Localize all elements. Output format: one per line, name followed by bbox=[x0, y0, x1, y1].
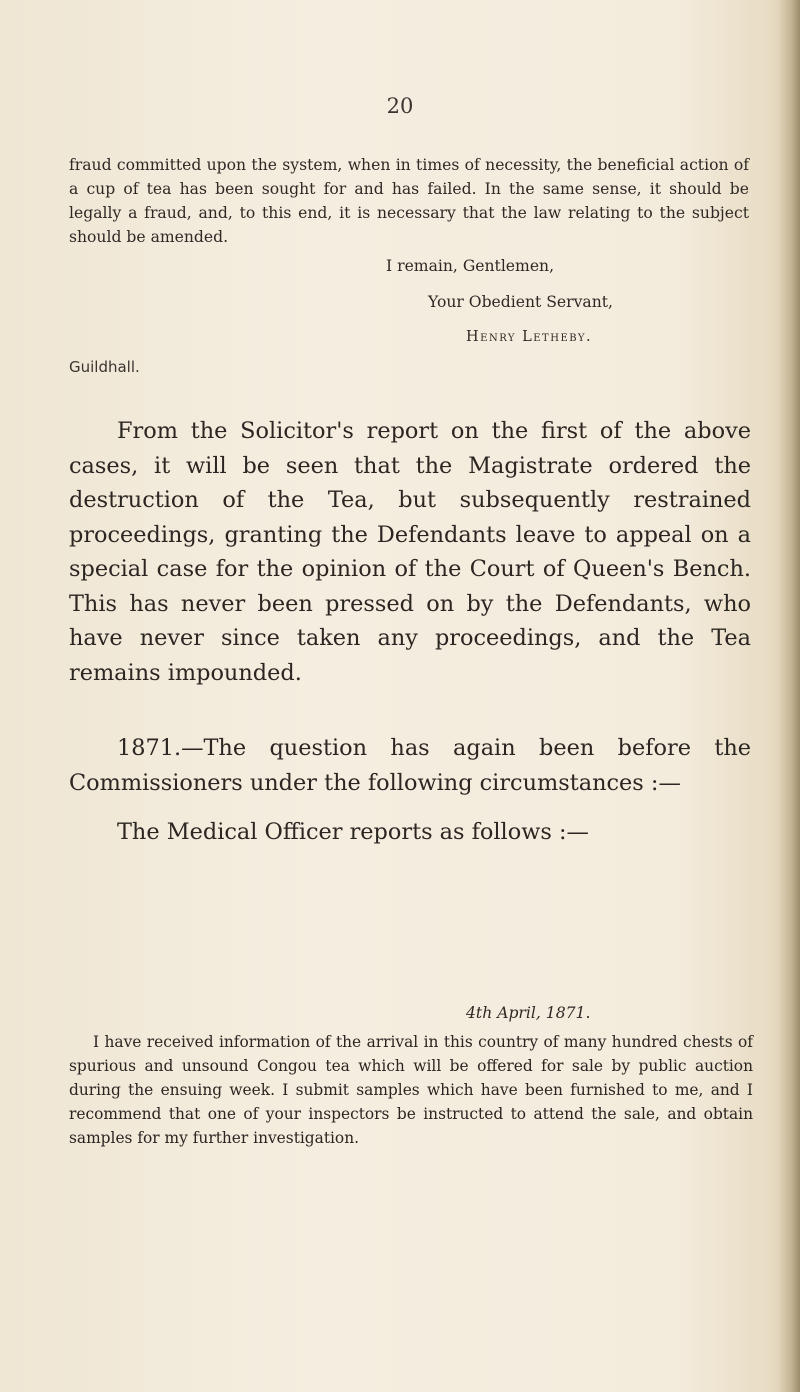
page-edge-shadow bbox=[778, 0, 800, 1392]
report-paragraph: I have received information of the arrival in this country of many hundred chests of spurious and unsound Congou tea which will be offered for sale by public auction during the ensuing week. I submit samples which have been furnished to me, and I recommend that one of your inspectors be instructed to attend the sale, and obtain samples for my further investigation. bbox=[69, 1033, 753, 1147]
body-paragraph-medical-officer: The Medical Officer reports as follows :— bbox=[117, 819, 589, 845]
page-number: 20 bbox=[386, 94, 414, 118]
body-paragraph-solicitor-report: From the Solicitor's report on the first of the above cases, it will be seen that the Magistrate ordered the destruction of the Tea, but subsequently restrained proceedings, granting the Defendants leave to appeal on a special case for the opinion of the Court of Queen's Bench. This has never been pressed on by the Defendants, who have never since taken any proceedings, and the Tea remains impounded. bbox=[69, 418, 751, 686]
letter-location: Guildhall. bbox=[69, 358, 140, 376]
report-date: 4th April, 1871. bbox=[466, 1004, 591, 1022]
letter-signature: Henry Letheby. bbox=[466, 329, 593, 345]
letter-closing-line-2: Your Obedient Servant, bbox=[428, 293, 613, 311]
letter-closing-paragraph: fraud committed upon the system, when in times of necessity, the beneficial action of a cup of tea has been sought for and has failed. In the same sense, it should be legally a fraud, and, to this end, it is necessary that the law relating to the subject should be amended. bbox=[69, 156, 749, 246]
letter-closing-line-1: I remain, Gentlemen, bbox=[386, 257, 555, 275]
body-paragraph-1871: 1871.—The question has again been before the Commissioners under the following circumstances :— bbox=[69, 735, 751, 796]
